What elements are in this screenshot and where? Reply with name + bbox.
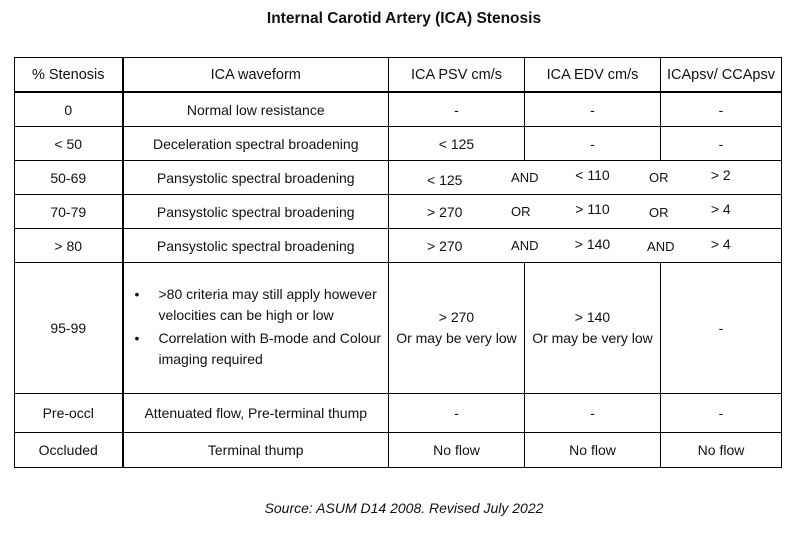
cell-edv [525, 263, 661, 394]
cell-ratio: - [661, 127, 782, 161]
bullet-text: Correlation with B-mode and Colour imaging required [158, 330, 382, 367]
cell-edv: No flow [525, 433, 661, 468]
cell-waveform: Attenuated flow, Pre-terminal thump [123, 394, 389, 433]
table-row [15, 229, 782, 263]
cell-stenosis: Occluded [15, 433, 123, 468]
source-caption: Source: ASUM D14 2008. Revised July 2022 [264, 500, 544, 516]
cell-stenosis: 70-79 [15, 195, 123, 229]
cell-ratio [661, 229, 782, 263]
table-row [15, 195, 782, 229]
list-item [134, 328, 386, 370]
cell-psv [389, 263, 525, 394]
edv-value: > 140 [574, 235, 611, 252]
edv-value: < 110 [575, 166, 610, 183]
psv-value: > 270 [427, 203, 463, 220]
edv-value: > 110 [575, 200, 610, 217]
edv-line: Or may be very low [532, 330, 653, 346]
header-edv: ICA EDV cm/s [525, 58, 661, 93]
edv-line: > 140 [574, 309, 611, 325]
cell-psv [389, 229, 539, 263]
bullet-glyph: • [134, 330, 140, 346]
cell-ratio: No flow [661, 433, 782, 468]
header-waveform: ICA waveform [123, 58, 389, 93]
table-row [15, 161, 782, 195]
cell-psv: - [389, 92, 525, 127]
connector-and: AND [511, 170, 539, 185]
cell-edv: - [525, 92, 661, 127]
connector-or: OR [649, 170, 669, 185]
cell-waveform: Deceleration spectral broadening [123, 127, 389, 161]
ratio-value: > 4 [710, 200, 731, 217]
cell-psv: < 125 [389, 127, 525, 161]
cell-edv [525, 229, 675, 263]
header-ratio: ICApsv/ CCApsv [661, 58, 782, 93]
cell-ratio [661, 195, 782, 229]
cell-ratio [661, 161, 782, 195]
cell-stenosis: 50-69 [15, 161, 123, 195]
connector-and: AND [647, 239, 675, 254]
cell-stenosis: > 80 [15, 229, 123, 263]
cell-waveform: Pansystolic spectral broadening [123, 195, 389, 229]
cell-waveform [123, 263, 389, 394]
cell-stenosis: 0 [15, 92, 123, 127]
cell-ratio: - [661, 394, 782, 433]
cell-psv [389, 195, 531, 229]
connector-or: OR [649, 205, 669, 220]
cell-psv: No flow [389, 433, 525, 468]
table-row [15, 433, 782, 468]
bullet-text: >80 criteria may still apply however velocities can be high or low [158, 286, 377, 323]
stenosis-table [14, 57, 782, 468]
cell-psv [389, 161, 539, 195]
psv-line: Or may be very low [396, 330, 517, 346]
cell-edv: - [525, 394, 661, 433]
cell-edv [525, 161, 669, 195]
cell-psv: - [389, 394, 525, 433]
cell-stenosis: 95-99 [15, 263, 123, 394]
connector-and: AND [511, 238, 539, 253]
psv-value: < 125 [427, 171, 463, 188]
table-row [15, 263, 782, 394]
cell-stenosis: Pre-occl [15, 394, 123, 433]
connector-or: OR [511, 204, 531, 219]
cell-waveform: Pansystolic spectral broadening [123, 229, 389, 263]
waveform-bullet-list [127, 284, 386, 370]
table-row [15, 92, 782, 127]
list-item [134, 284, 386, 326]
table-row [15, 127, 782, 161]
header-psv: ICA PSV cm/s [389, 58, 525, 93]
bullet-glyph: • [134, 286, 140, 302]
page-title: Internal Carotid Artery (ICA) Stenosis [266, 10, 542, 27]
ratio-value: > 4 [710, 235, 731, 252]
psv-value: > 270 [427, 237, 463, 254]
cell-stenosis: < 50 [15, 127, 123, 161]
psv-line: > 270 [438, 309, 475, 325]
cell-waveform: Normal low resistance [123, 92, 389, 127]
header-stenosis: % Stenosis [15, 58, 123, 93]
cell-edv [525, 195, 669, 229]
table-row [15, 394, 782, 433]
cell-waveform: Pansystolic spectral broadening [123, 161, 389, 195]
cell-edv: - [525, 127, 661, 161]
cell-ratio: - [661, 92, 782, 127]
cell-waveform: Terminal thump [123, 433, 389, 468]
header-row [15, 58, 782, 93]
cell-ratio: - [661, 263, 782, 394]
ratio-value: > 2 [710, 166, 731, 183]
